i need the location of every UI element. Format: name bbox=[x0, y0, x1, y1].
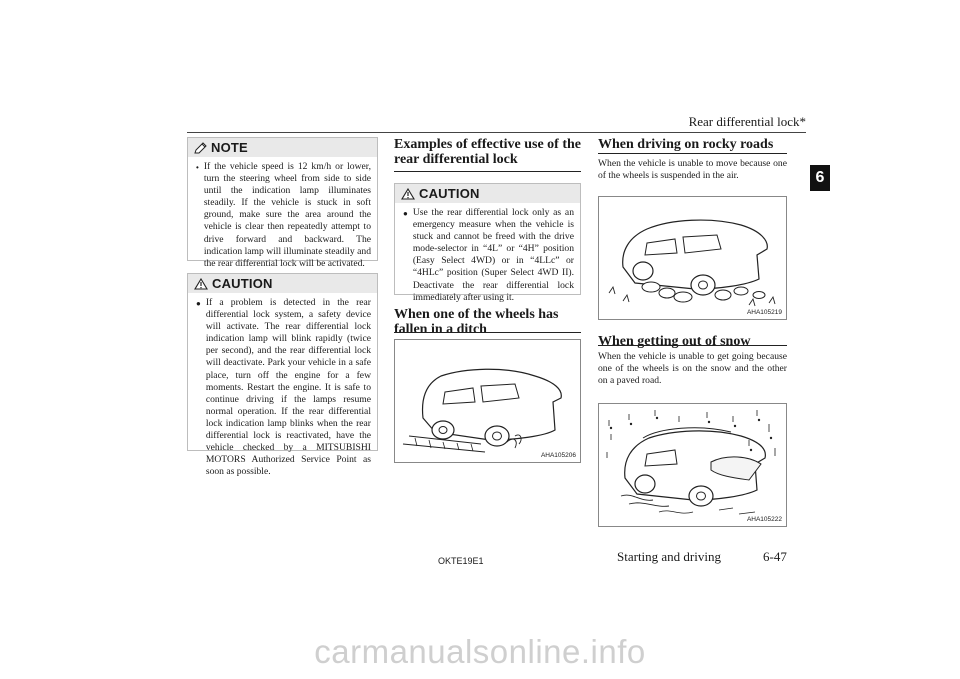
footer-section-name: Starting and driving bbox=[617, 549, 721, 564]
car-on-rocks-drawing bbox=[599, 197, 786, 319]
rocky-section-title: When driving on rocky roads bbox=[598, 137, 774, 152]
caution-label: CAUTION bbox=[212, 276, 273, 291]
note-item-text: If the vehicle speed is 12 km/h or lower, turn the steering wheel from side to side until the indication lamp illuminates steadily. If the vehicle is stuck in soft ground, make sure the area around the vehicle is clear then repeatedly attempt to drive forward and backward. The indication lamp will illuminate steadily and the rear differential lock will be activated. bbox=[203, 161, 371, 269]
header-rule bbox=[187, 132, 806, 133]
chapter-tab[interactable]: 6 bbox=[810, 165, 830, 191]
caution-box-2 bbox=[394, 183, 581, 303]
note-box-body bbox=[188, 157, 377, 276]
caution-box-1 bbox=[187, 273, 378, 478]
warning-triangle-icon bbox=[194, 278, 208, 290]
warning-triangle-icon bbox=[401, 188, 415, 200]
caution-item bbox=[403, 207, 574, 304]
caution-item bbox=[196, 297, 371, 478]
note-label: NOTE bbox=[211, 140, 248, 155]
rocky-section-text: When the vehicle is unable to move because one of the wheels is suspended in the air. bbox=[598, 158, 787, 182]
rocky-section bbox=[598, 137, 787, 152]
ditch-illustration bbox=[394, 339, 581, 463]
car-in-ditch-drawing bbox=[395, 340, 580, 462]
snow-section-rule bbox=[598, 345, 787, 346]
snow-section-title: When getting out of snow bbox=[598, 334, 751, 349]
caution-box-1-body bbox=[188, 293, 377, 484]
bullet-icon: • bbox=[196, 163, 199, 172]
snow-section-text: When the vehicle is unable to get going because one of the wheels is on the snow and the other on a paved road. bbox=[598, 351, 787, 387]
caution-item-text: If a problem is detected in the rear differential lock system, a safety device will activate. The rear differential lock indication lamp will blink rapidly (twice per second), and the rear differential lock will deactivate. Park your vehicle in a safe place, turn off the engine for a few moments. Restart the engine. It is safe to continue driving if the lamps resume normal operation. If the rear differential lock indication lamp blinks when the rear differential lock is reactivated, have the vehicle checked by a MITSUBISHI MOTORS Authorized Service Point as soon as possible. bbox=[205, 297, 371, 478]
note-pencil-icon bbox=[194, 142, 207, 154]
car-in-snow-drawing bbox=[599, 404, 786, 526]
figure-code: AHA105206 bbox=[540, 452, 576, 459]
ditch-section-title: When one of the wheels has fallen in a ditch bbox=[394, 307, 559, 337]
page-number: 6-47 bbox=[763, 549, 787, 564]
caution-box-2-header bbox=[395, 184, 580, 203]
caution-box-2-body bbox=[395, 203, 580, 310]
note-box bbox=[187, 137, 378, 269]
rocky-illustration bbox=[598, 196, 787, 320]
note-box-header bbox=[188, 138, 377, 157]
figure-code: AHA105222 bbox=[746, 516, 782, 523]
bullet-circle-icon: ● bbox=[196, 299, 201, 308]
snow-section bbox=[598, 334, 787, 349]
bullet-circle-icon: ● bbox=[403, 209, 408, 218]
examples-section-title: Examples of effective use of the rear differential lock bbox=[394, 137, 582, 167]
note-item bbox=[196, 161, 371, 270]
footer-code: OKTE19E1 bbox=[438, 556, 484, 566]
watermark[interactable]: carmanualsonline.info bbox=[314, 633, 646, 670]
caution-label: CAUTION bbox=[419, 186, 480, 201]
snow-illustration bbox=[598, 403, 787, 527]
figure-code: AHA105219 bbox=[746, 309, 782, 316]
header-title: Rear differential lock* bbox=[688, 114, 806, 129]
ditch-section-rule bbox=[394, 332, 581, 333]
examples-section-rule bbox=[394, 171, 581, 172]
examples-section bbox=[394, 137, 581, 167]
rocky-section-rule bbox=[598, 153, 787, 154]
caution-box-1-header bbox=[188, 274, 377, 293]
caution-item-text: Use the rear differential lock only as an emergency measure when the vehicle is stuck and cannot be freed with the drive mode-selector in “4L” or “4H” position (Easy Select 4WD) or in “4LLc” or “4HLc” position (Super Select 4WD II). Deactivate the rear differential lock immediately after using it. bbox=[412, 207, 574, 303]
